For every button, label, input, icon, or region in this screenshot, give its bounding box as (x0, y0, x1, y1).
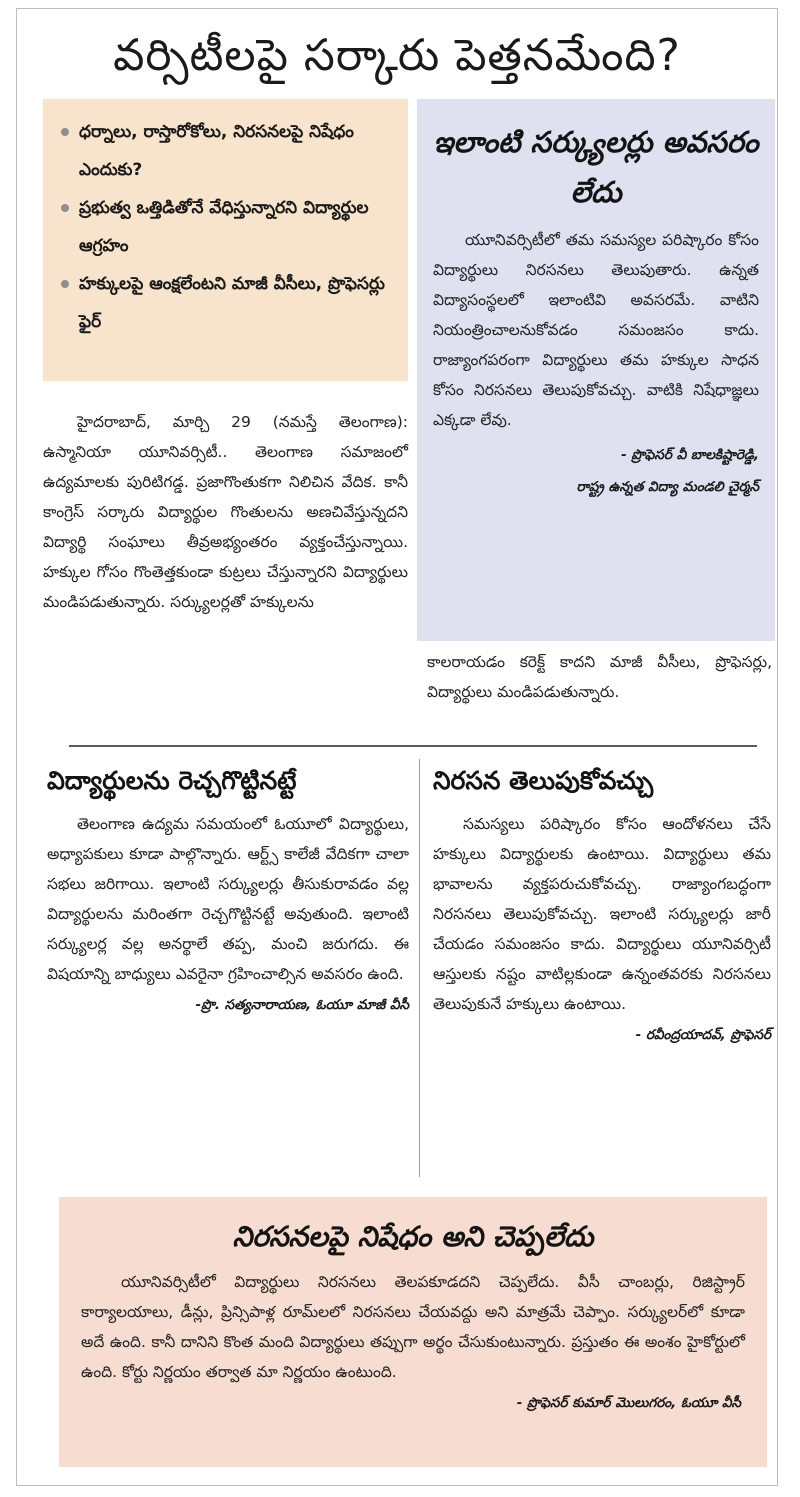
column-rule (419, 759, 420, 1177)
newspaper-page (16, 8, 778, 1486)
highlight-text: హక్కులపై ఆంక్షలేంటని మాజీ వీసీలు, ప్రొఫెసర్లు ఫైర్ (79, 274, 385, 332)
vc-statement-attribution: - ప్రొఫెసర్ కుమార్ మొలుగరం, ఓయూ వీసీ (516, 1395, 741, 1411)
attribution-title: రాష్ట్ర ఉన్నత విద్యా మండలి చైర్మన్ (576, 479, 759, 495)
expert-box-text: యూనివర్సిటీలో తమ సమస్యల పరిష్కారం కోసం విద్యార్థులు నిరసనలు తెలుపుతారు. ఉన్నత విద్యాసంస్థలలో ఇలాంటివి అవసరమే. వాటిని నియంత్రించాలనుకోవడం సమంజసం కాదు. రాజ్యాంగపరంగా విద్యార్థులు తమ హక్కుల సాధన కోసం నిరసనలు తెలుపుకోవచ్చు. వాటికి నిషేధాజ్ఞలు ఎక్కడా లేవు. (433, 231, 759, 429)
vc-statement-text: యూనివర్సిటీలో విద్యార్థులు నిరసనలు తెలపకూడదని చెప్పలేదు. వీసీ చాంబర్లు, రిజిస్ట్రార్ కార్యాలయాలు, డీన్లు, ప్రిన్సిపాళ్ల రూమ్‌లలో నిరసనలు చేయవద్దు అని మాత్రమే చెప్పాం. సర్క్యులర్‌లో కూడా అదే ఉంది. కానీ దానిని కొంత మంది విద్యార్థులు తప్పుగా అర్థం చేసుకుంటున్నారు. ప్రస్తుతం ఈ అంశం హైకోర్టులో ఉంది. కోర్టు నిర్ణయం తర్వాత మా నిర్ణయం ఉంటుంది. (81, 1273, 745, 1381)
highlight-text: ధర్నాలు, రాస్తారోకోలు, నిరసనలపై నిషేధం ఎందుకు? (79, 122, 354, 180)
vc-statement-box (59, 1197, 767, 1467)
section-divider (69, 745, 757, 747)
lead-story-continuation (427, 647, 772, 707)
page-headline: వర్సిటీలపై సర్కారు పెత్తనమేంది? (113, 30, 681, 81)
bullet-icon (61, 280, 69, 288)
highlights-list (57, 113, 394, 341)
expert-box-chairman (417, 99, 775, 641)
opinion-column-right (433, 759, 771, 1051)
highlight-item (57, 113, 394, 189)
opinion-right-attribution: - రవీంద్రయాదవ్, ప్రొఫెసర్ (635, 1027, 771, 1043)
lead-story-continuation-text: కాలరాయడం కరెక్ట్ కాదని మాజీ వీసీలు, ప్రొఫెసర్లు, విద్యార్థులు మండిపడుతున్నారు. (427, 653, 772, 701)
attribution-name: - ప్రొఫెసర్ వీ బాలకిష్టారెడ్డి, (621, 447, 759, 463)
opinion-left-title: విద్యార్థులను రెచ్చగొట్టినట్టే (47, 766, 297, 795)
highlights-box (43, 99, 408, 381)
bullet-icon (61, 204, 69, 212)
lead-story-text: హైదరాబాద్, మార్చి 29 (నమస్తే తెలంగాణ): ఉస్మానియా యూనివర్సిటీ.. తెలంగాణ సమాజంలో ఉద్యమాలకు పురిటిగడ్డ. ప్రజాగొంతుకగా నిలిచిన వేదిక. కానీ కాంగ్రెస్ సర్కారు విద్యార్థుల గొంతులను అణచివేస్తున్నదని విద్యార్థి సంఘాలు తీవ్రఅభ్యంతరం వ్యక్తంచేస్తున్నాయి. హక్కుల గోసం గొంతెత్తకుండా కుట్రలు చేస్తున్నారని విద్యార్థులు మండిపడుతున్నారు. సర్క్యులర్లతో హక్కులను (43, 413, 408, 611)
opinion-left-text: తెలంగాణ ఉద్యమ సమయంలో ఓయూలో విద్యార్థులు, అధ్యాపకులు కూడా పాల్గొన్నారు. ఆర్ట్స్ కాలేజీ వేదికగా చాలా సభలు జరిగాయి. ఇలాంటి సర్క్యులర్లు తీసుకురావడం వల్ల విద్యార్థులను మరింతగా రెచ్చగొట్టినట్టే అవుతుంది. ఇలాంటి సర్క్యులర్ల వల్ల అనర్థాలే తప్ప, మంచి జరుగదు. ఈ విషయాన్ని బాధ్యులు ఎవరైనా గ్రహించాల్సిన అవసరం ఉంది. (47, 815, 409, 983)
highlight-item (57, 265, 394, 341)
lead-story (43, 407, 408, 617)
opinion-left-attribution: -ప్రొ. సత్యనారాయణ, ఓయూ మాజీ వీసీ (195, 997, 409, 1013)
opinion-column-left (47, 759, 409, 1021)
opinion-right-text: సమస్యలు పరిష్కారం కోసం ఆందోళనలు చేసే హక్కులు విద్యార్థులకు ఉంటాయి. విద్యార్థులు తమ భావాలను వ్యక్తపరుచుకోవచ్చు. రాజ్యాంగబద్ధంగా నిరసనలు తెలుపుకోవచ్చు. ఇలాంటి సర్క్యులర్లు జారీ చేయడం సమంజసం కాదు. విద్యార్థులు యూనివర్సిటీ ఆస్తులకు నష్టం వాటిల్లకుండా ఉన్నంతవరకు నిరసనలు తెలుపుకునే హక్కులు ఉంటాయి. (433, 815, 771, 1013)
vc-statement-title: నిరసనలపై నిషేధం అని చెప్పలేదు (232, 1220, 594, 1253)
opinion-right-title: నిరసన తెలుపుకోవచ్చు (433, 766, 654, 795)
bullet-icon (61, 128, 69, 136)
highlight-item (57, 189, 394, 265)
expert-box-attribution (433, 439, 759, 503)
expert-box-title: ఇలాంటి సర్క్యులర్లు అవసరం లేదు (433, 125, 759, 209)
highlight-text: ప్రభుత్వ ఒత్తిడితోనే వేధిస్తున్నారని విద్యార్థుల ఆగ్రహం (79, 198, 369, 256)
